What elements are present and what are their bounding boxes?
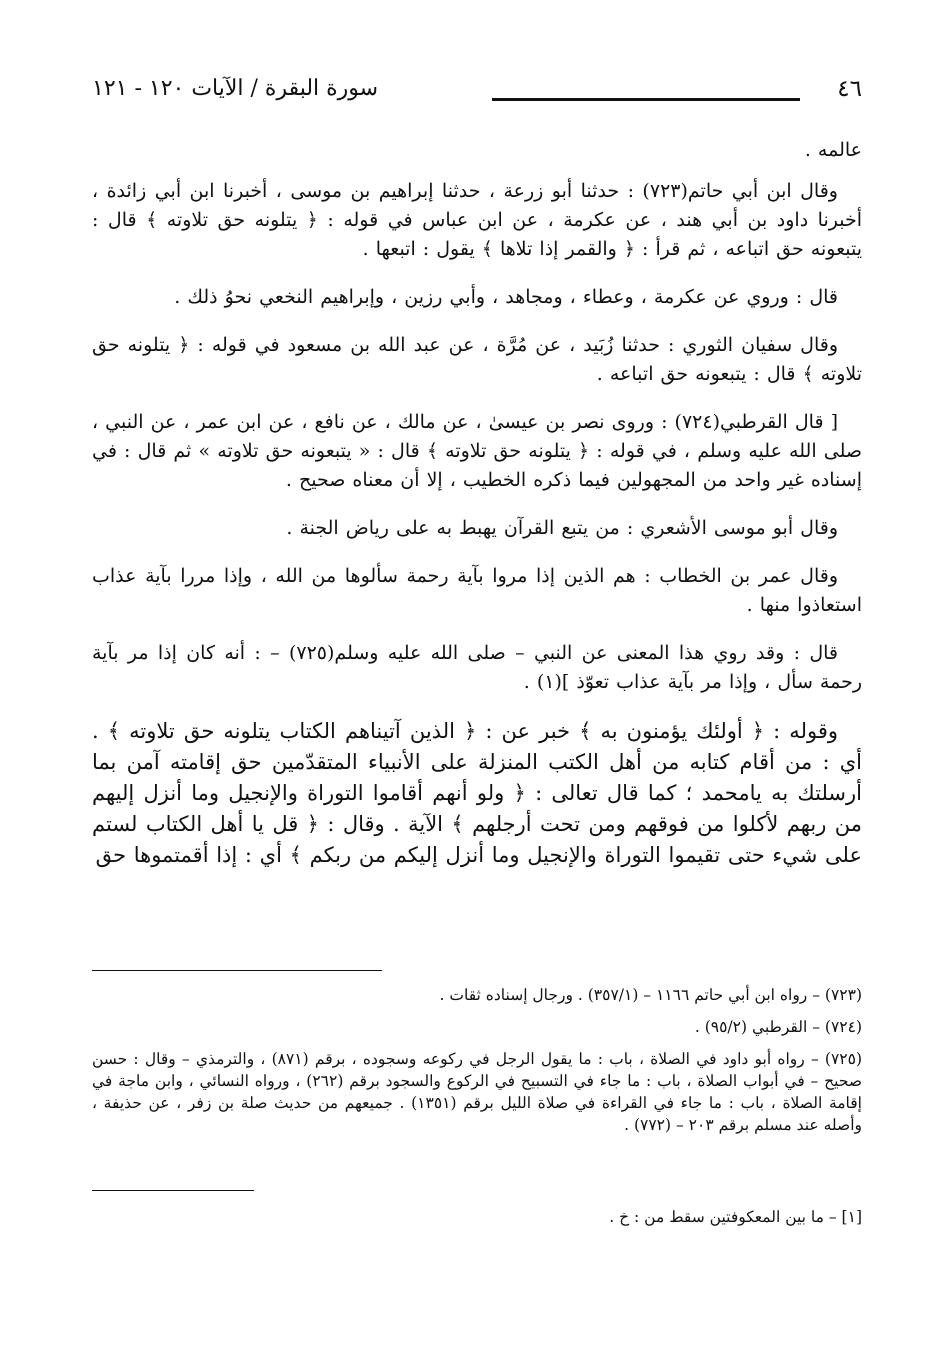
editorial-divider [92,1190,254,1191]
book-page [92,72,862,1332]
main-text [92,136,862,890]
footnote: (٧٢٥) – رواه أبو داود في الصلاة ، باب : ما يقول الرجل في ركوعه وسجوده ، برقم (٨٧١) ، والترمذي – وقال : حسن صحيح – في أبواب الصلاة ، باب : ما جاء في التسبيح في الركوع والسجود برقم (٢٦٢) ، ورواه النسائي ، وابن ماجة في إقامة الصلاة ، باب : ما جاء في القراءة في صلاة الليل برقم (١٣٥١) . جميعهم من حديث صلة بن زفر ، عن حذيفة ، وأصله عند مسلم برقم ٢٠٣ – (٧٧٢) . [92,1050,862,1134]
paragraph: عالمه . [804,139,862,161]
paragraph: وقال عمر بن الخطاب : هم الذين إذا مروا بآية رحمة سألوها من الله ، وإذا مررا بآية عذاب استعاذوا منها . [92,565,862,616]
paragraph: وقوله : ﴿ أولئك يؤمنون به ﴾ خبر عن : ﴿ الذين آتيناهم الكتاب يتلونه حق تلاوته ﴾ . أي : من أقام كتابه من أهل الكتب المنزلة على الأنبياء المتقدّمين حق إقامته آمن بما أرسلتك به يامحمد ؛ كما قال تعالى : ﴿ ولو أنهم أقاموا التوراة والإنجيل وما أنزل إليهم من ربهم لأكلوا من فوقهم ومن تحت أرجلهم ﴾ الآية . وقال : ﴿ قل يا أهل الكتاب لستم على شيء حتى تقيموا التوراة والإنجيل وما أنزل إليكم من ربكم ﴾ أي : إذا أقمتموها حق [92,719,862,867]
footnote: (٧٢٣) – رواه ابن أبي حاتم ١١٦٦ – (٣٥٧/١) . ورجال إسناده ثقات . [439,986,862,1004]
paragraph: وقال أبو موسى الأشعري : من يتبع القرآن يهبط به على رياض الجنة . [286,517,838,539]
paragraph: قال : وروي عن عكرمة ، وعطاء ، ومجاهد ، وأبي رزين ، وإبراهيم النخعي نحوُ ذلك . [174,286,838,308]
paragraph: وقال سفيان الثوري : حدثنا زُبَيد ، عن مُرَّة ، عن عبد الله بن مسعود في قوله : ﴿ يتلونه حق تلاوته ﴾ قال : يتبعونه حق اتباعه . [92,334,862,385]
footnote-divider [92,970,382,971]
paragraph: وقال ابن أبي حاتم(٧٢٣) : حدثنا أبو زرعة ، حدثنا إبراهيم بن موسى ، أخبرنا ابن أبي زائدة ، أخبرنا داود بن أبي هند ، عن عكرمة ، عن ابن عباس في قوله : ﴿ يتلونه حق تلاوته ﴾ قال : يتبعونه حق اتباعه ، ثم قرأ : ﴿ والقمر إذا تلاها ﴾ يقول : اتبعها . [92,180,862,260]
header-rule [492,98,800,101]
running-title: سورة البقرة / الآيات ١٢٠ - ١٢١ [92,76,379,101]
paragraph: قال : وقد روي هذا المعنى عن النبي – صلى الله عليه وسلم(٧٢٥) – : أنه كان إذا مر بآية رحمة سأل ، وإذا مر بآية عذاب تعوّذ ](١) . [92,642,862,693]
editorial-note: [١] – ما بين المعكوفتين سقط من : خ . [609,1208,862,1226]
paragraph: [ قال القرطبي(٧٢٤) : وروى نصر بن عيسىٰ ، عن مالك ، عن نافع ، عن ابن عمر ، عن النبي ، صلى الله عليه وسلم ، في قوله : ﴿ يتلونه حق تلاوته ﴾ قال : « يتبعونه حق تلاوته » ثم قال : في إسناده غير واحد من المجهولين فيما ذكره الخطيب ، إلا أن معناه صحيح . [92,411,862,491]
page-header [92,72,862,112]
footnotes [92,984,862,1146]
page-number: ٤٦ [837,76,862,102]
footnote: (٧٢٤) – القرطبي (٩٥/٢) . [694,1018,862,1036]
